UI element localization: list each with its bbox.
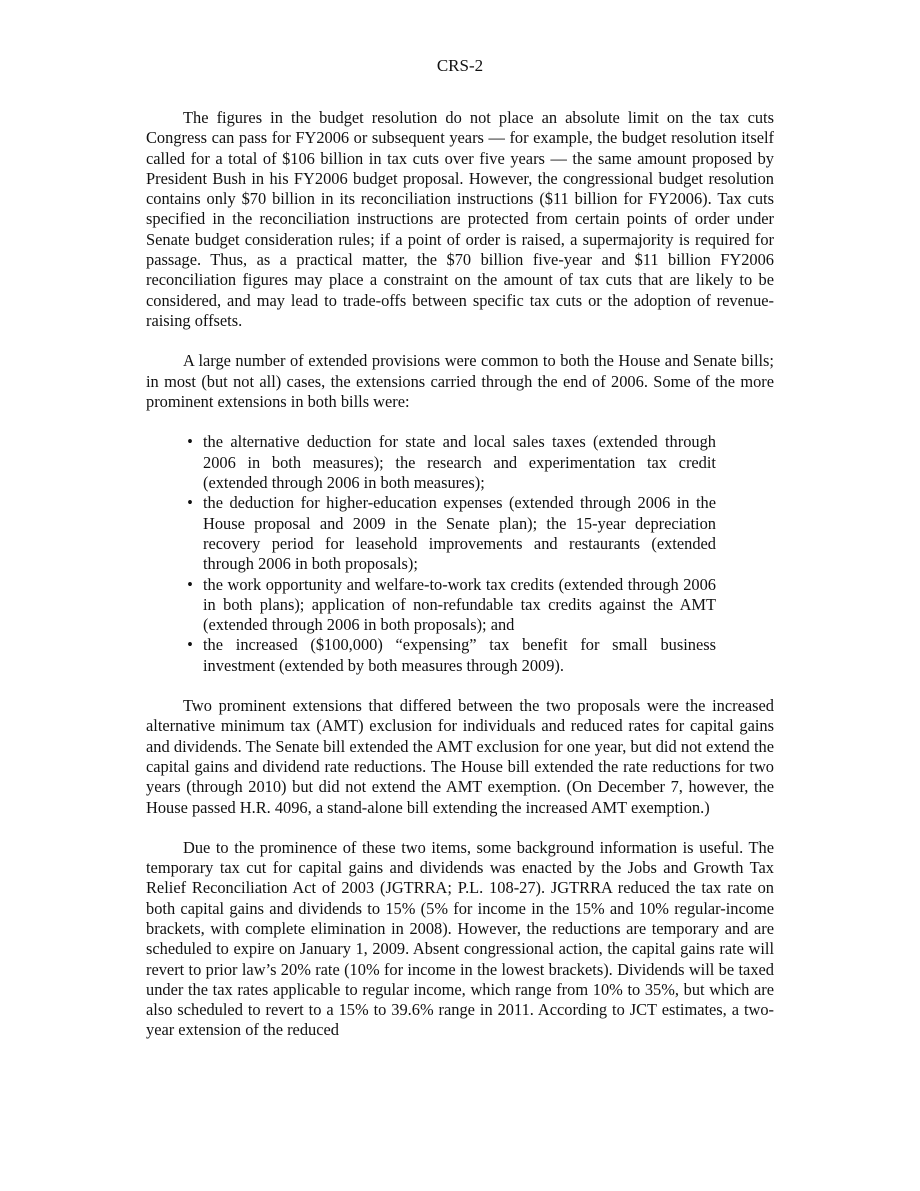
paragraph-common-extensions: A large number of extended provisions were common to both the House and Senate bills; in most (but not all) cases, the extensions carried through the end of 2006. Some of the more prominent extensions in both bills were:	[146, 351, 774, 411]
list-item	[187, 432, 716, 493]
document-body	[146, 108, 774, 1061]
list-item	[187, 635, 716, 676]
list-item-text: the increased ($100,000) “expensing” tax benefit for small business investment (extended by both measures through 2009).	[203, 635, 716, 675]
paragraph-budget-resolution: The figures in the budget resolution do not place an absolute limit on the tax cuts Congress can pass for FY2006 or subsequent years — for example, the budget resolution itself called for a total of $106 billion in tax cuts over five years — the same amount proposed by President Bush in his FY2006 budget proposal. However, the congressional budget resolution contains only $70 billion in its reconciliation instructions ($11 billion for FY2006). Tax cuts specified in the reconciliation instructions are protected from certain points of order under Senate budget consideration rules; if a point of order is raised, a supermajority is required for passage. Thus, as a practical matter, the $70 billion five-year and $11 billion FY2006 reconciliation figures may place a constraint on the amount of tax cuts that are likely to be considered, and may lead to trade-offs between specific tax cuts or the adoption of revenue-raising offsets.	[146, 108, 774, 330]
list-item-text: the work opportunity and welfare-to-work tax credits (extended through 2006 in both plans); application of non-refundable tax credits against the AMT (extended through 2006 in both proposals); and	[203, 574, 716, 635]
extensions-list	[146, 432, 774, 676]
bullet-icon: •	[187, 574, 193, 594]
list-item	[187, 493, 716, 574]
bullet-icon: •	[187, 493, 193, 513]
paragraph-differing-extensions: Two prominent extensions that differed between the two proposals were the increased alternative minimum tax (AMT) exclusion for individuals and reduced rates for capital gains and dividends. The Senate bill extended the AMT exclusion for one year, but did not extend the capital gains and dividend rate reductions. The House bill extended the rate reductions for two years (through 2010) but did not extend the AMT exemption. (On December 7, however, the House passed H.R. 4096, a stand-alone bill extending the increased AMT exemption.)	[146, 696, 774, 817]
bullet-icon: •	[187, 635, 193, 655]
list-item	[187, 574, 716, 636]
paragraph-background: Due to the prominence of these two items, some background information is useful. The temporary tax cut for capital gains and dividends was enacted by the Jobs and Growth Tax Relief Reconciliation Act of 2003 (JGTRRA; P.L. 108-27). JGTRRA reduced the tax rate on both capital gains and dividends to 15% (5% for income in the 15% and 10% regular-income brackets, with complete elimination in 2008). However, the reductions are temporary and are scheduled to expire on January 1, 2009. Absent congressional action, the capital gains rate will revert to prior law’s 20% rate (10% for income in the lowest brackets). Dividends will be taxed under the tax rates applicable to regular income, which range from 10% to 35%, but which are also scheduled to revert to a 15% to 39.6% range in 2011. According to JCT estimates, a two-year extension of the reduced	[146, 837, 774, 1040]
list-item-text: the alternative deduction for state and local sales taxes (extended through 2006 in both measures); the research and experimentation tax credit (extended through 2006 in both measures);	[203, 432, 716, 493]
bullet-icon: •	[187, 432, 193, 452]
list-item-text: the deduction for higher-education expenses (extended through 2006 in the House proposal and 2009 in the Senate plan); the 15-year depreciation recovery period for leasehold improvements and restaurants (extended through 2006 in both proposals);	[203, 493, 716, 574]
page-header: CRS-2	[436, 56, 484, 75]
